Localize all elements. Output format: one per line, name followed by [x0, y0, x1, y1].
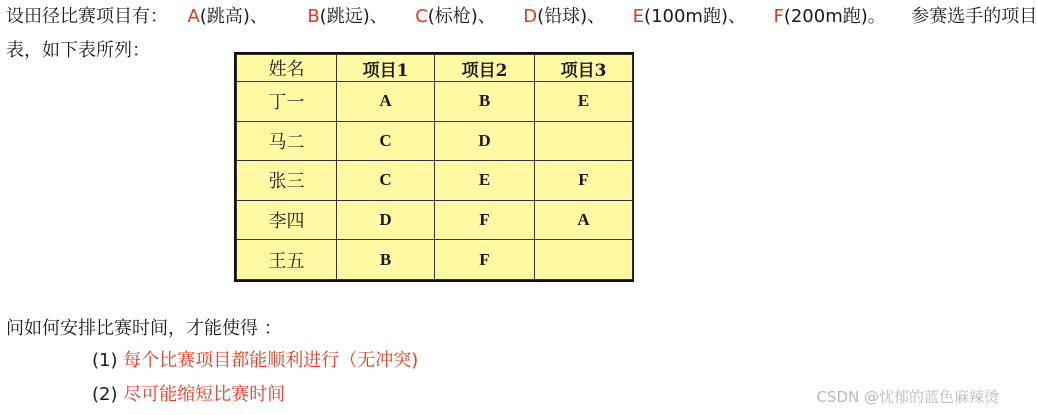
goal-text: 每个比赛项目都能顺利进行（无冲突) — [123, 350, 419, 371]
event-cell: E — [535, 82, 633, 122]
event-text-b: (跳远)、 — [319, 6, 388, 27]
table-row — [237, 161, 633, 201]
table-row — [237, 240, 633, 280]
header-event-2: 项目2 — [435, 55, 535, 82]
event-cell — [535, 240, 633, 280]
event-cell: C — [337, 121, 435, 161]
watermark: CSDN @忧郁的蓝色麻辣烫 — [816, 388, 999, 406]
event-text-a: (跳高)、 — [199, 6, 268, 27]
goal-item-2 — [92, 380, 285, 406]
table-header-row — [237, 55, 633, 82]
athlete-name: 王五 — [237, 240, 337, 280]
event-cell — [535, 121, 633, 161]
event-cell: E — [435, 161, 535, 201]
event-text-e: (100m跑)、 — [644, 6, 746, 27]
athlete-name: 李四 — [237, 200, 337, 240]
event-letter-d: D — [523, 6, 538, 27]
event-letter-f: F — [773, 6, 784, 27]
athlete-name: 马二 — [237, 121, 337, 161]
goal-number: (1) — [92, 350, 118, 371]
event-cell: D — [435, 121, 535, 161]
table-row — [237, 121, 633, 161]
event-cell: F — [535, 161, 633, 201]
event-cell: B — [337, 240, 435, 280]
event-cell: B — [435, 82, 535, 122]
event-cell: D — [337, 200, 435, 240]
goal-text: 尽可能缩短比赛时间 — [123, 384, 286, 405]
athlete-name: 丁一 — [237, 82, 337, 122]
event-letter-b: B — [307, 6, 320, 27]
event-text-c: (标枪)、 — [427, 6, 496, 27]
event-cell: C — [337, 161, 435, 201]
goal-number: (2) — [92, 384, 118, 405]
intro-lead: 设田径比赛项目有： — [6, 6, 168, 27]
event-letter-c: C — [415, 6, 428, 27]
header-name: 姓名 — [237, 55, 337, 82]
event-text-d: (铅球)、 — [537, 6, 606, 27]
intro-tail: 参赛选手的项目 — [911, 6, 1037, 27]
event-cell: A — [337, 82, 435, 122]
header-event-3: 项目3 — [535, 55, 633, 82]
intro-line-1 — [6, 6, 1037, 28]
event-text-f: (200m跑)。 — [783, 6, 886, 27]
event-cell: F — [435, 240, 535, 280]
event-letter-e: E — [632, 6, 645, 27]
header-event-1: 项目1 — [337, 55, 435, 82]
event-cell: F — [435, 200, 535, 240]
intro-line-2: 表，如下表所列： — [6, 40, 150, 61]
question-text: 问如何安排比赛时间，才能使得 ： — [6, 318, 282, 339]
table-row — [237, 82, 633, 122]
goal-item-1 — [92, 346, 418, 372]
participant-table — [234, 52, 634, 282]
event-letter-a: A — [187, 6, 200, 27]
event-table — [236, 54, 633, 280]
table-row — [237, 200, 633, 240]
event-cell: A — [535, 200, 633, 240]
athlete-name: 张三 — [237, 161, 337, 201]
